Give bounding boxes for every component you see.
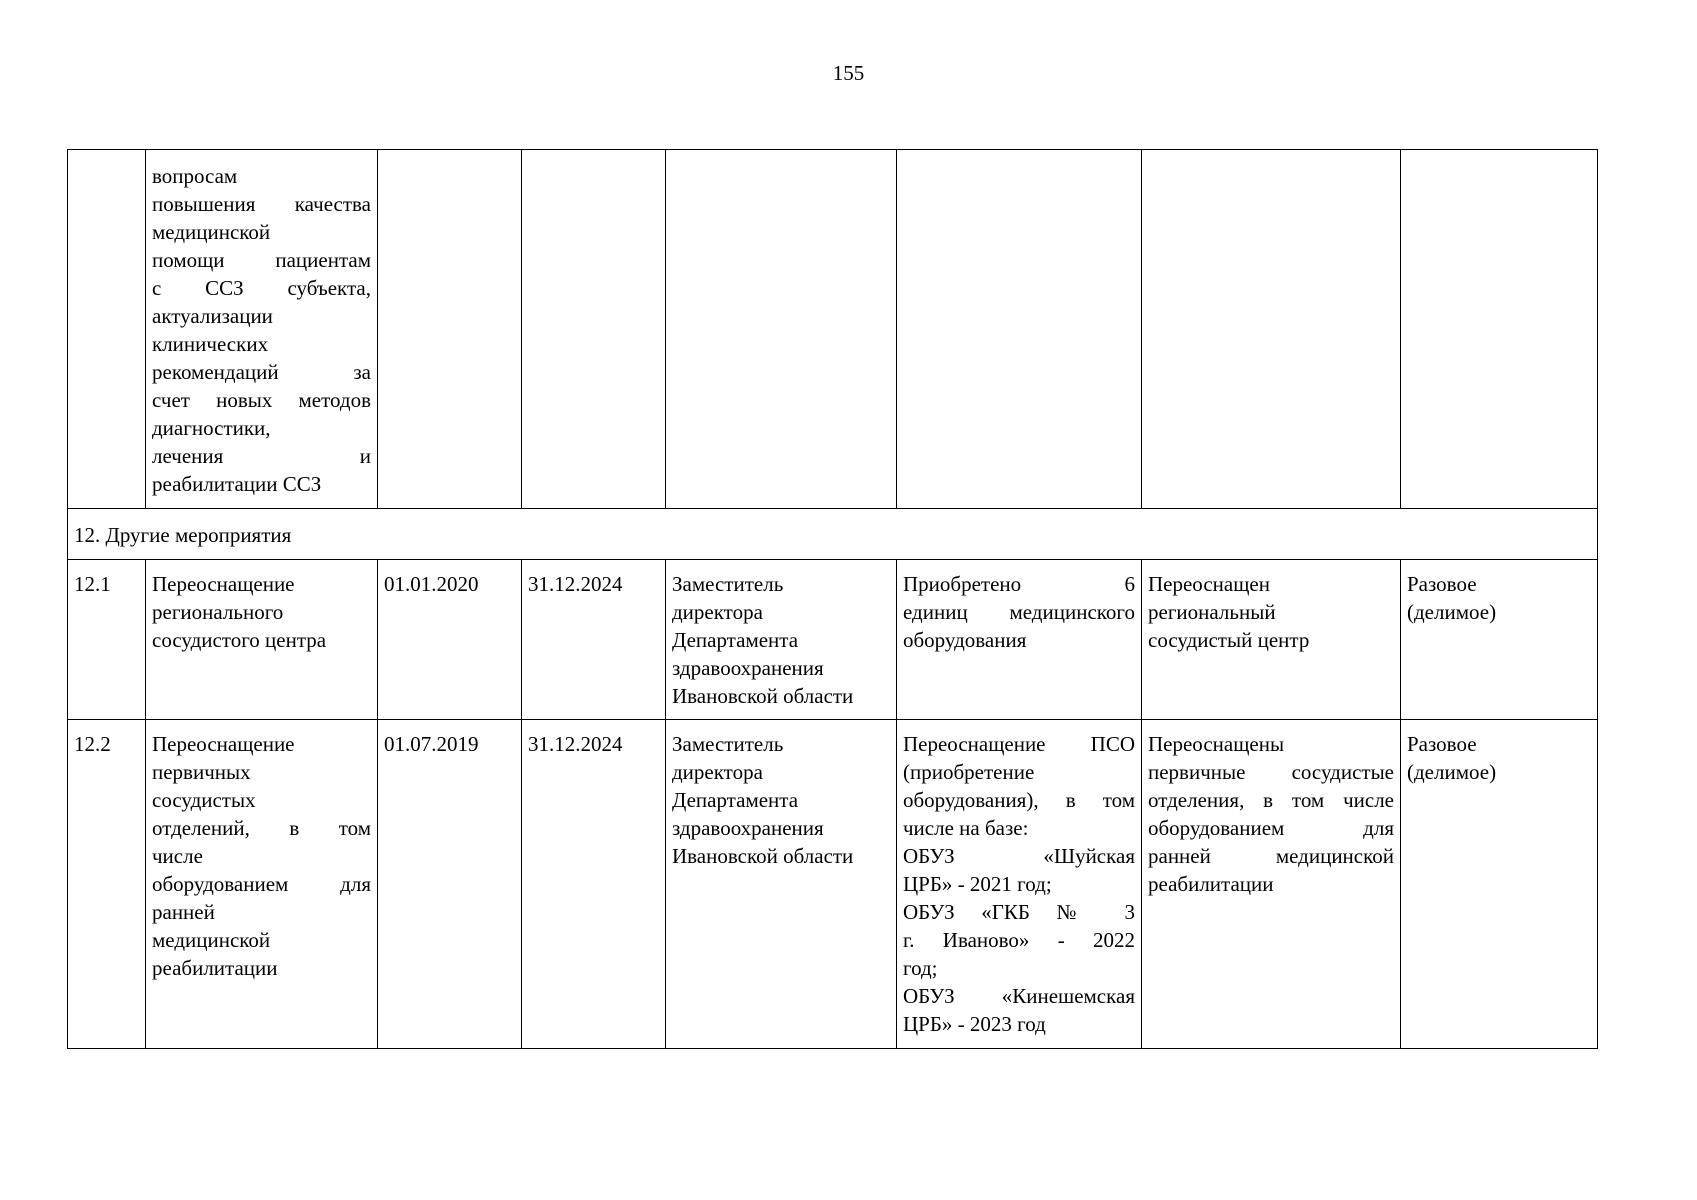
cell-responsible-empty [666,150,897,509]
text-line: Разовое [1407,732,1477,756]
cell-type-empty [1401,150,1598,509]
text-line: числе [152,844,203,868]
text-line: региональный [1148,600,1276,624]
text-line: Заместитель [672,732,784,756]
text-line: Заместитель [672,572,784,596]
table-row-continuation [68,150,1598,509]
text-line: Департамента [672,628,799,652]
text-line: Разовое [1407,572,1477,596]
text-line: (приобретение [903,760,1035,784]
cell-description [897,560,1142,720]
text-line: директора [672,600,763,624]
text-line: Ивановской области [672,684,854,708]
cell-num: 12.2 [68,720,146,1049]
measures-table [67,149,1598,1049]
text-line: вопросам [152,164,238,188]
cell-start-empty [378,150,522,509]
text-line: Переоснащение [152,572,295,596]
text-line: Приобретено 6 [903,572,1135,596]
text-line: год; [903,956,938,980]
text-line: ранней медицинской [1148,844,1394,868]
text-line: оборудованием для [152,872,371,896]
text-line: помощи пациентам [152,248,371,272]
text-line: медицинской [152,220,271,244]
text-line: первичных [152,760,251,784]
text-line: директора [672,760,763,784]
text-line: Переоснащены [1148,732,1285,756]
cell-result [1142,560,1401,720]
text-line: отделений, в том [152,816,371,840]
text-line: диагностики, [152,416,271,440]
text-line: ОБУЗ «Шуйская [903,844,1135,868]
cell-measure-name [146,720,378,1049]
cell-responsible [666,720,897,1049]
text-line: оборудования), в том [903,788,1135,812]
cell-measure-name [146,560,378,720]
text-line: единиц медицинского [903,600,1135,624]
section-title: 12. Другие мероприятия [68,509,1598,560]
text-line: сосудистого центра [152,628,327,652]
text-line: ЦРБ» - 2021 год; [903,872,1052,896]
text-line: (делимое) [1407,600,1497,624]
text-line: с ССЗ субъекта, [152,276,371,300]
cell-result-empty [1142,150,1401,509]
text-line: отделения, в том числе [1148,788,1394,812]
text-line: оборудования [903,628,1027,652]
cell-type [1401,720,1598,1049]
cell-start-date: 01.01.2020 [378,560,522,720]
text-line: (делимое) [1407,760,1497,784]
text-line: ОБУЗ «Кинешемская [903,984,1135,1008]
text-line: здравоохранения [672,656,824,680]
text-line: Департамента [672,788,799,812]
text-line: ранней [152,900,215,924]
cell-description [897,720,1142,1049]
cell-description-empty [897,150,1142,509]
text-line: счет новых методов [152,388,371,412]
text-line: г. Иваново» - 2022 [903,928,1135,952]
text-line: клинических [152,332,269,356]
text-line: ОБУЗ «ГКБ № 3 [903,900,1135,924]
text-line: ЦРБ» - 2023 год [903,1012,1046,1036]
text-line: лечения и [152,444,371,468]
text-line: Переоснащение ПСО [903,732,1135,756]
text-line: сосудистых [152,788,256,812]
text-line: первичные сосудистые [1148,760,1394,784]
table-row [68,720,1598,1049]
text-line: регионального [152,600,284,624]
cell-result [1142,720,1401,1049]
section-header-row [68,509,1598,560]
cell-end-empty [522,150,666,509]
text-line: Переоснащен [1148,572,1270,596]
text-line: числе на базе: [903,816,1029,840]
text-line: Переоснащение [152,732,295,756]
cell-start-date: 01.07.2019 [378,720,522,1049]
cell-num-empty [68,150,146,509]
page-number: 155 [832,61,865,85]
text-line: реабилитации ССЗ [152,472,322,496]
cell-end-date: 31.12.2024 [522,560,666,720]
text-line: здравоохранения [672,816,824,840]
text-line: повышения качества [152,192,371,216]
text-line: актуализации [152,304,273,328]
text-line: Ивановской области [672,844,854,868]
text-line: оборудованием для [1148,816,1394,840]
cell-type [1401,560,1598,720]
text-line: сосудистый центр [1148,628,1310,652]
text-line: медицинской [152,928,271,952]
cell-measure-name [146,150,378,509]
text-line: реабилитации [1148,872,1274,896]
cell-num: 12.1 [68,560,146,720]
table-row [68,560,1598,720]
cell-end-date: 31.12.2024 [522,720,666,1049]
text-line: рекомендаций за [152,360,371,384]
cell-responsible [666,560,897,720]
text-line: реабилитации [152,956,278,980]
